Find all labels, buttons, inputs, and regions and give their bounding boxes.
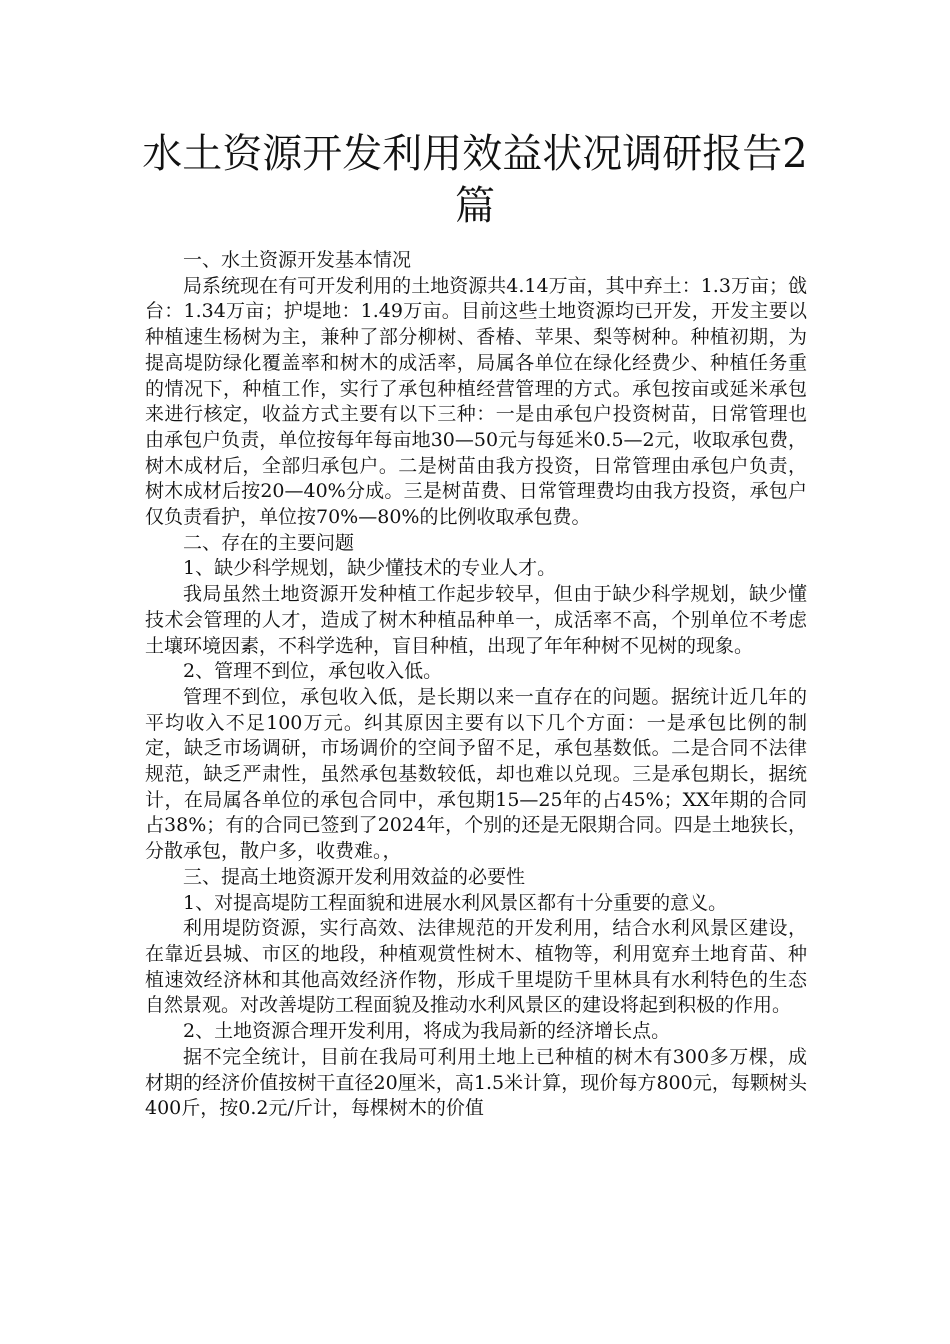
subsection-heading: 2、土地资源合理开发利用，将成为我局新的经济增长点。 [183,1020,671,1043]
body-paragraph: 局系统现在有可开发利用的土地资源共4.14万亩，其中弃土：1.3万亩；戗台：1.34万亩；护堤地：1.49万亩。目前这些土地资源均已开发，开发主要以种植速生杨树为主，兼种了部分柳树、香椿、苹果、梨等树种。种植初期，为提高堤防绿化覆盖率和树木的成活率，局属各单位在绿化经费少、种植任务重的情况下，种植工作，实行了承包种植经营管理的方式。承包按亩或延米承包来进行核定，收益方式主要有以下三种：一是由承包户投资树苗，日常管理也由承包户负责，单位按每年每亩地30—50元与每延米0.5—2元，收取承包费，树木成材后，全部归承包户。二是树苗由我方投资，日常管理由承包户负责，树木成材后按20—40%分成。三是树苗费、日常管理费均由我方投资，承包户仅负责看护，单位按70%—80%的比例收取承包费。 [145,274,807,529]
body-paragraph: 据不完全统计，目前在我局可利用土地上已种植的树木有300多万棵，成材期的经济价值按树干直径20厘米，高1.5米计算，现价每方800元，每颗树头400斤，按0.2元/斤计，每棵树木的价值 [145,1045,807,1120]
body-paragraph: 我局虽然土地资源开发种植工作起步较早，但由于缺少科学规划，缺少懂技术会管理的人才，造成了树木种植品种单一，成活率不高，个别单位不考虑土壤环境因素，不科学选种，盲目种植，出现了年年种树不见树的现象。 [145,583,807,657]
document-title: 水土资源开发利用效益状况调研报告2篇 [142,131,808,229]
section-heading: 一、水土资源开发基本情况 [183,249,412,271]
body-paragraph: 管理不到位，承包收入低，是长期以来一直存在的问题。据统计近几年的平均收入不足100万元。纠其原因主要有以下几个方面：一是承包比例的制定，缺乏市场调研，市场调价的空间予留不足，承包基数低。二是合同不法律规范，缺乏严肃性，虽然承包基数较低，却也难以兑现。三是承包期长，据统计，在局属各单位的承包合同中，承包期15—25年的占45%；XX年期的合同占38%；有的合同已签到了2024年，个别的还是无限期合同。四是土地狭长，分散承包，散户多，收费难。， [145,685,807,863]
subsection-heading: 2、管理不到位，承包收入低。 [183,660,443,683]
subsection-heading: 1、缺少科学规划，缺少懂技术的专业人才。 [183,557,557,580]
section-heading: 三、提高土地资源开发利用效益的必要性 [183,865,526,888]
body-paragraph: 利用堤防资源，实行高效、法律规范的开发利用，结合水利风景区建设，在靠近县城、市区的地段，种植观赏性树木、植物等，利用宽弃土地育苗、种植速效经济林和其他高效经济作物，形成千里堤防千里林具有水利特色的生态自然景观。对改善堤防工程面貌及推动水利风景区的建设将起到积极的作用。 [145,917,807,1017]
subsection-heading: 1、对提高堤防工程面貌和进展水利风景区都有十分重要的意义。 [183,891,728,914]
section-heading: 二、存在的主要问题 [183,531,355,554]
document-body [145,248,807,1122]
